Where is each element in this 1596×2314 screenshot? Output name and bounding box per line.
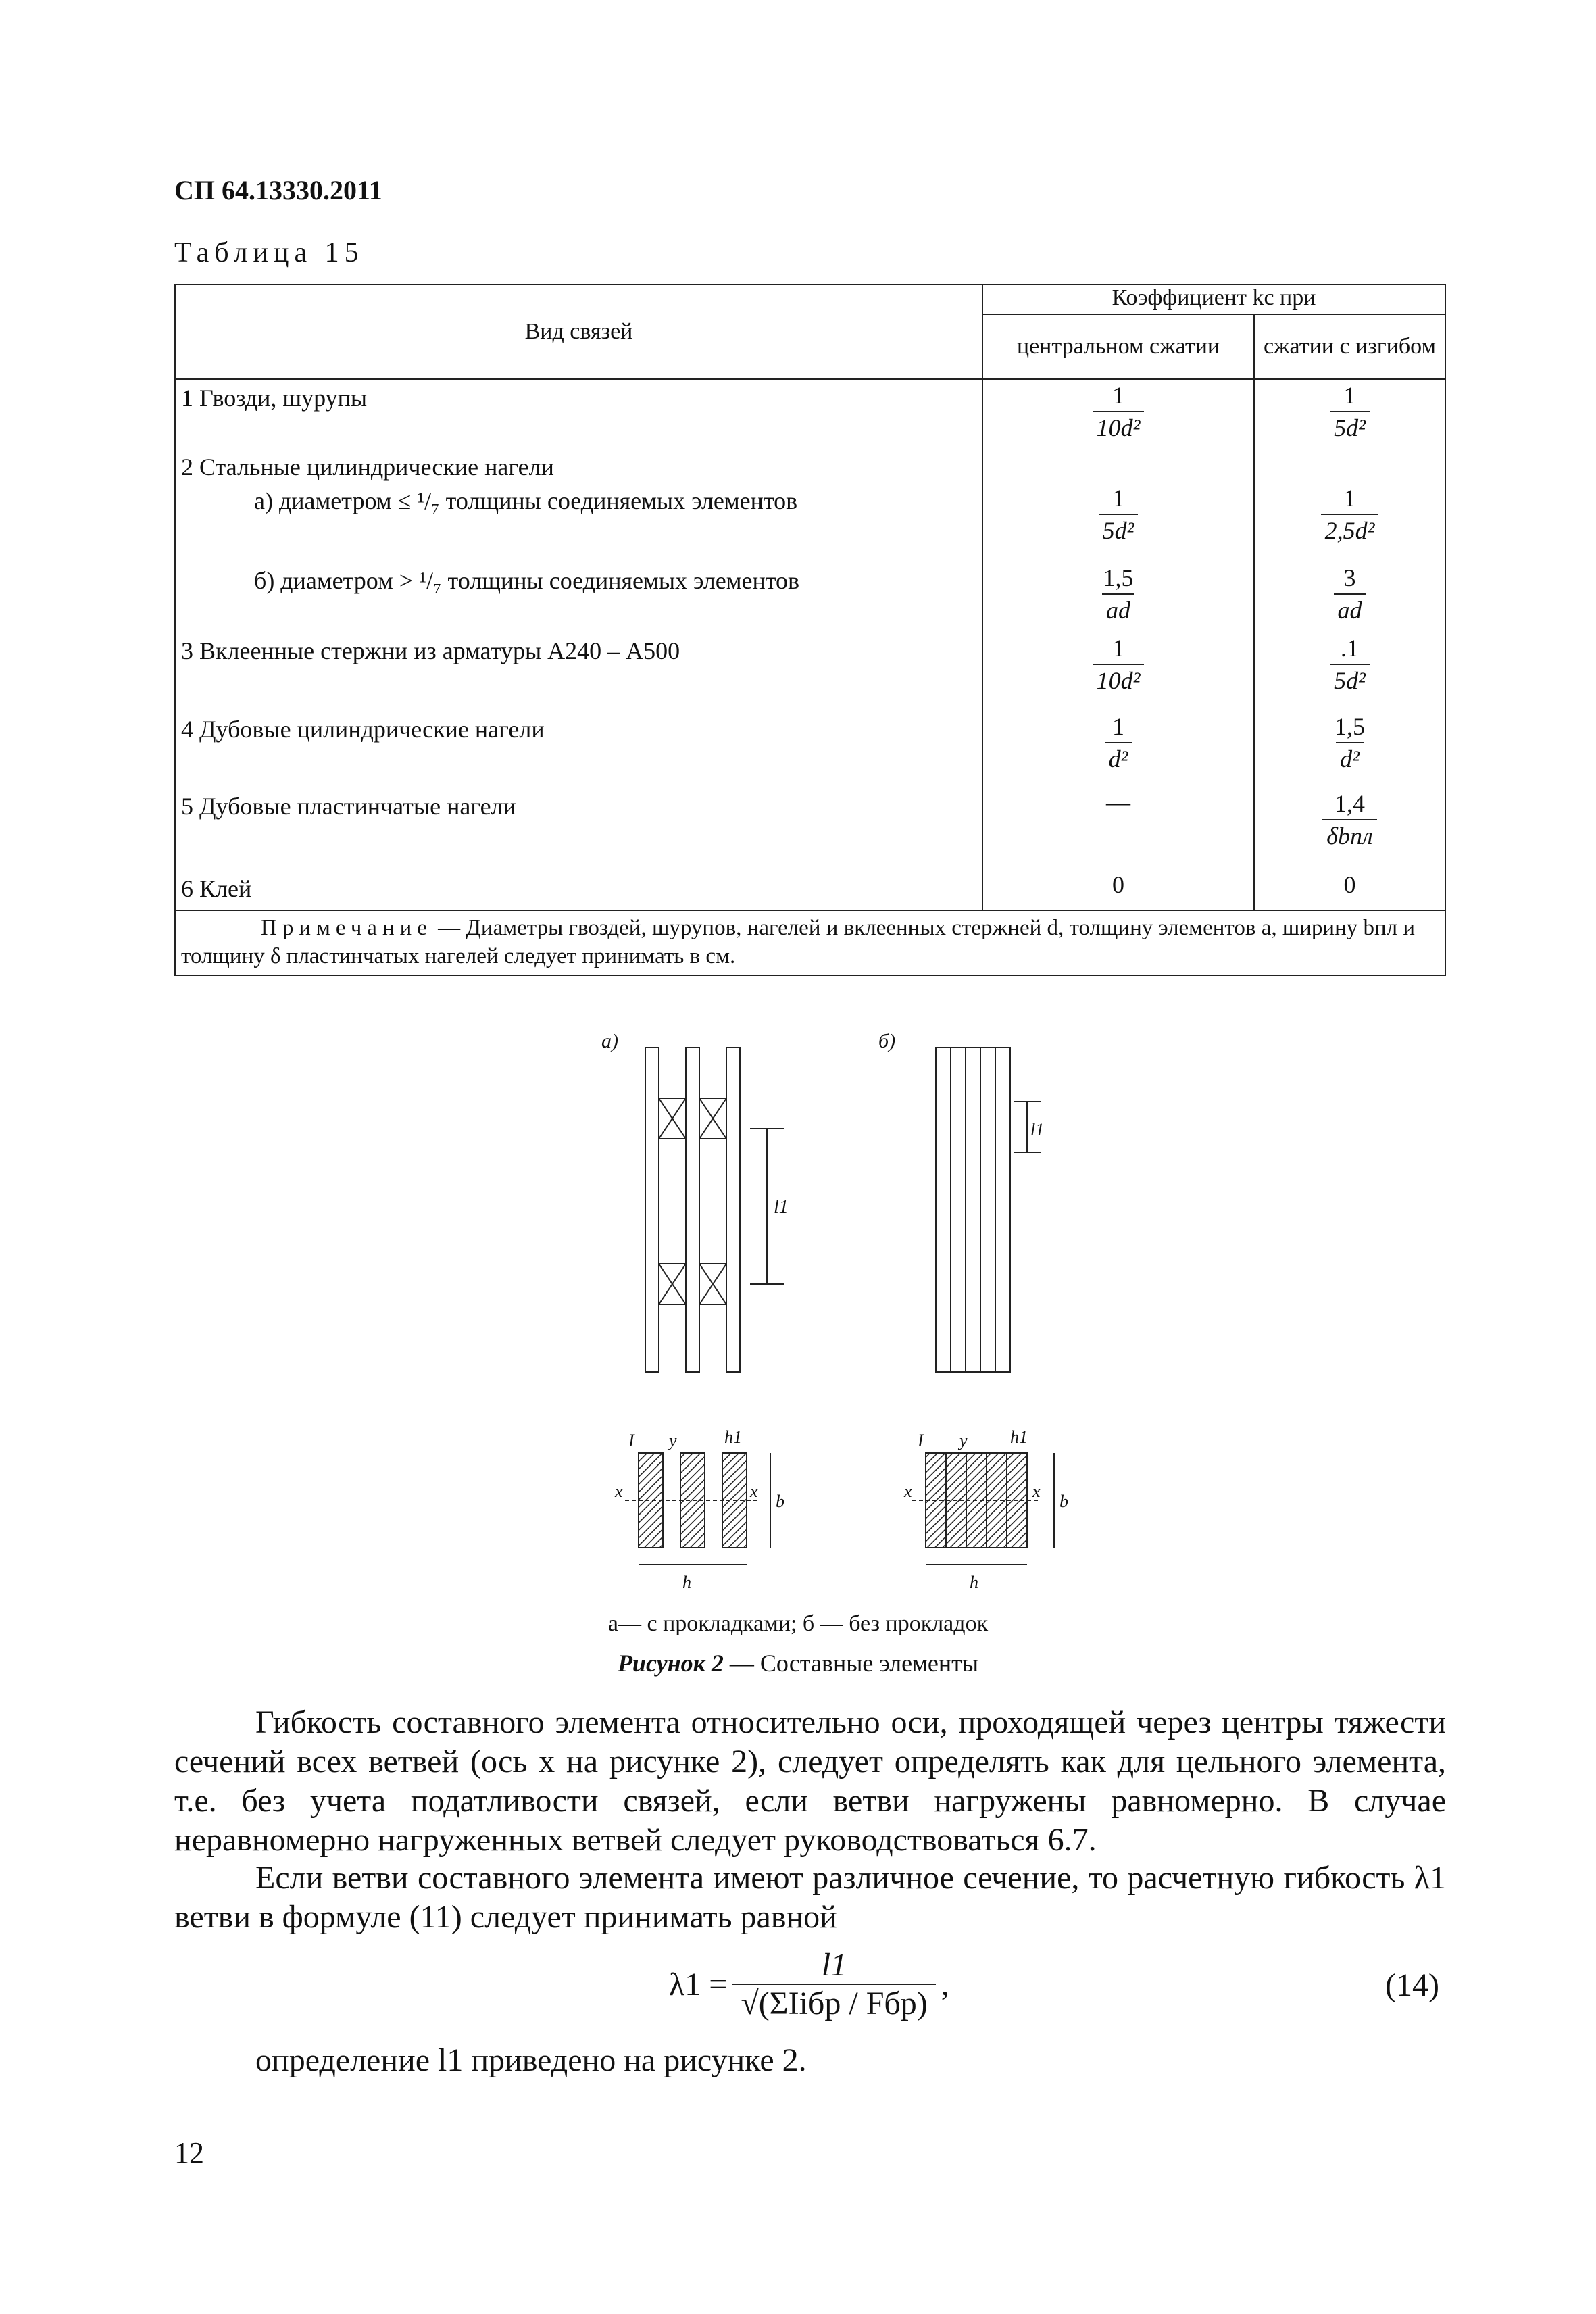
label-b-dim: b bbox=[776, 1492, 784, 1511]
label-l1-a: l1 bbox=[774, 1197, 789, 1218]
formula-14 bbox=[669, 1946, 949, 2022]
fraction: $\frac{1}{\text{d²}}$ bbox=[1105, 711, 1132, 774]
figure-2 bbox=[581, 1014, 1122, 1635]
elevation-b bbox=[936, 1048, 1041, 1372]
section-a bbox=[625, 1453, 770, 1565]
figure-caption bbox=[0, 1649, 1596, 1677]
formula-number: (14) bbox=[1385, 1967, 1439, 2003]
fraction: $\frac{1}{\text{10d²}}$ bbox=[1093, 380, 1145, 443]
fraction: $\frac{1,5}{ad}$ bbox=[1099, 562, 1138, 626]
fraction: $\frac{.1}{\text{5d²}}$ bbox=[1330, 633, 1370, 696]
fraction: $\frac{1}{\text{5d²}}$ bbox=[1330, 380, 1370, 443]
elevation-a bbox=[645, 1048, 784, 1372]
label-b: б) bbox=[878, 1030, 896, 1052]
document-code: СП 64.13330.2011 bbox=[174, 175, 382, 205]
note-prefix: Примечание bbox=[261, 916, 432, 940]
formula-fraction bbox=[732, 1946, 935, 2022]
row-label: 1 Гвозди, шурупы bbox=[181, 385, 368, 412]
central-column bbox=[982, 379, 1254, 910]
header-kind: Вид связей bbox=[175, 285, 982, 379]
label-y: y bbox=[669, 1431, 677, 1450]
value: 0 bbox=[1112, 871, 1124, 898]
fraction: $\frac{3}{ad}$ bbox=[1334, 562, 1366, 626]
paragraph-3: определение l1 приведено на рисунке 2. bbox=[255, 2042, 807, 2078]
label-x: x bbox=[1032, 1481, 1041, 1501]
formula-tail: , bbox=[941, 1966, 949, 2002]
label-h: h bbox=[682, 1573, 691, 1592]
label-y: y bbox=[959, 1431, 968, 1450]
fraction: $\frac{1}{\text{5d²}}$ bbox=[1099, 483, 1139, 546]
header-bending: сжатии с изгибом bbox=[1254, 314, 1445, 379]
row-label: 2 Стальные цилиндрические нагели bbox=[181, 453, 554, 481]
page-number: 12 bbox=[174, 2136, 204, 2169]
label-h: h bbox=[970, 1573, 978, 1592]
formula-numerator: l1 bbox=[821, 1947, 847, 1983]
row-label: 4 Дубовые цилиндрические нагели bbox=[181, 716, 545, 743]
label-a: а) bbox=[601, 1030, 618, 1052]
kind-column bbox=[175, 379, 982, 910]
row-label: а) диаметром ≤ ¹/₇ толщины соединяемых элементов bbox=[254, 487, 798, 514]
table-title: Таблица 15 bbox=[174, 237, 364, 268]
figure-subcaption: а— с прокладками; б — без прокладок bbox=[607, 1611, 989, 1636]
fraction: $\frac{1}{\text{2,5d²}}$ bbox=[1321, 483, 1379, 546]
table-note bbox=[175, 910, 1445, 975]
label-x: x bbox=[904, 1481, 912, 1501]
paragraph-1: Гибкость составного элемента относительно оси, проходящей через центры тяжести сечений всех ветвей (ось x на рисунке 2), следует определять как для цельного элемента, т.е. без учета податливости связей, если ветви нагружены равномерно. В случае неравномерно нагруженных ветвей следует руководствоваться 6.7. bbox=[174, 1704, 1446, 1858]
row-label: 6 Клей bbox=[181, 875, 252, 902]
row-label: 3 Вклеенные стержни из арматуры А240 – А500 bbox=[181, 637, 680, 664]
formula-denominator: √(ΣIiбр / Fбр) bbox=[732, 1984, 935, 2022]
value: — bbox=[1106, 789, 1130, 816]
label-l1-b: l1 bbox=[1030, 1120, 1045, 1139]
bending-column bbox=[1254, 379, 1445, 910]
table-15 bbox=[174, 284, 1446, 976]
paragraph-2: Если ветви составного элемента имеют различное сечение, то расчетную гибкость λ1 ветви в формуле (11) следует принимать равной bbox=[174, 1860, 1446, 1935]
value: 0 bbox=[1343, 871, 1356, 898]
label-b-dim: b bbox=[1059, 1492, 1068, 1511]
header-coefficient: Коэффициент kc при bbox=[982, 285, 1445, 314]
fraction: $\frac{1,5}{\text{d²}}$ bbox=[1330, 711, 1369, 774]
row-label: 5 Дубовые пластинчатые нагели bbox=[181, 793, 516, 820]
label-h1: h1 bbox=[1010, 1427, 1028, 1447]
section-b bbox=[912, 1453, 1054, 1565]
figure-caption-bold: Рисунок 2 bbox=[617, 1650, 724, 1677]
figure-caption-text: — Составные элементы bbox=[729, 1650, 979, 1677]
note-text: — Диаметры гвоздей, шурупов, нагелей и вклеенных стержней d, толщину элементов a, ширину bпл и толщину δ пластинчатых нагелей следует принимать в см. bbox=[181, 916, 1416, 968]
formula-lhs: λ1 = bbox=[669, 1966, 728, 2002]
fraction: $\frac{1,4}{\text{δbпл}}$ bbox=[1322, 788, 1376, 852]
fraction: $\frac{1}{\text{10d²}}$ bbox=[1093, 633, 1145, 696]
label-h1: h1 bbox=[724, 1427, 742, 1447]
row-label: б) диаметром > ¹/₇ толщины соединяемых элементов bbox=[254, 567, 800, 594]
header-central: центральном сжатии bbox=[982, 314, 1254, 379]
label-i: I bbox=[918, 1431, 924, 1450]
label-i: I bbox=[628, 1431, 634, 1450]
label-x: x bbox=[615, 1481, 623, 1501]
label-x: x bbox=[750, 1481, 758, 1501]
